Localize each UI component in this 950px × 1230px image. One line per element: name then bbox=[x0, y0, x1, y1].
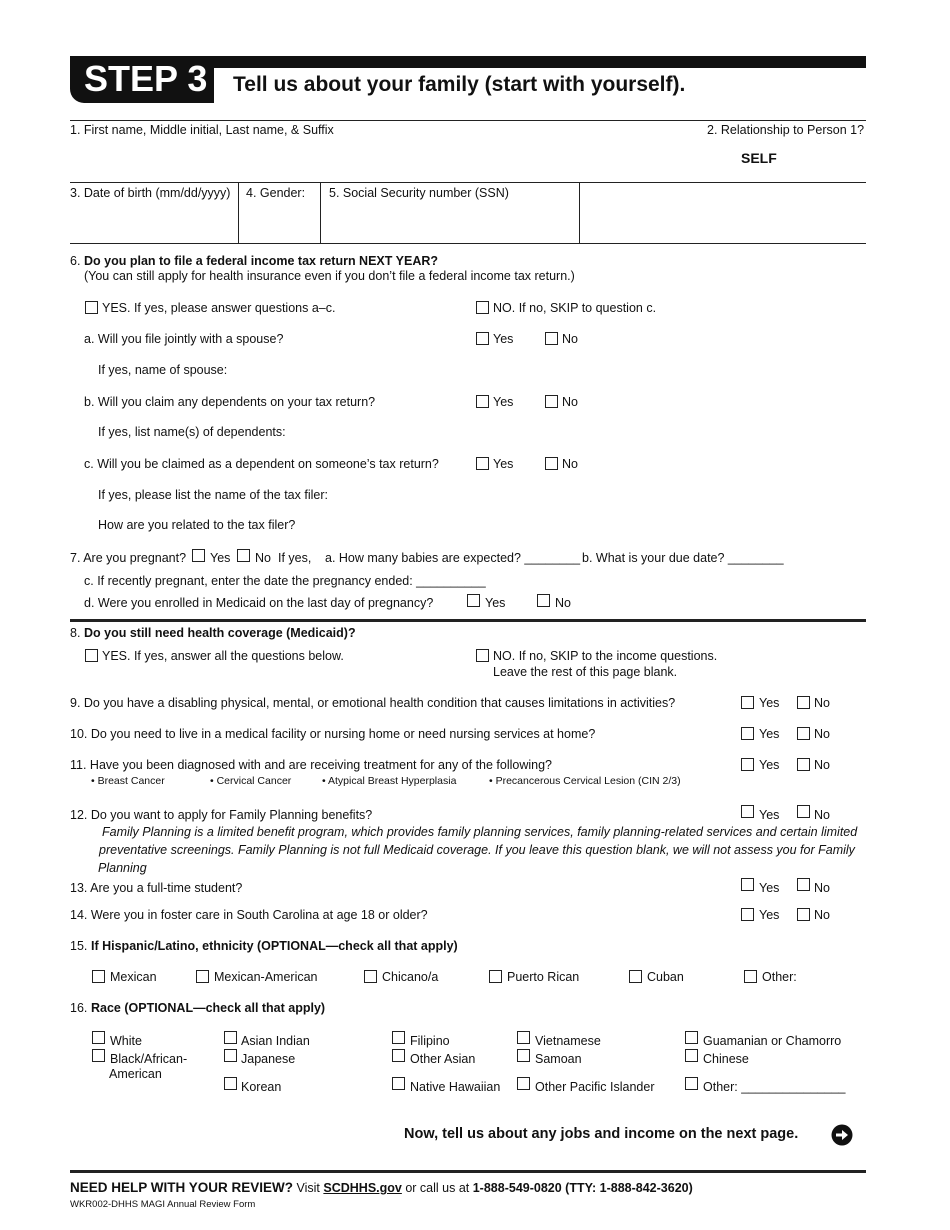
divider bbox=[579, 182, 580, 243]
q12-yes-checkbox[interactable] bbox=[741, 805, 754, 818]
q9-no-checkbox[interactable] bbox=[797, 696, 810, 709]
no-label: No bbox=[814, 758, 830, 772]
q15-mexican-checkbox[interactable] bbox=[92, 970, 105, 983]
relationship-value: SELF bbox=[741, 150, 777, 166]
q16-option: Vietnamese bbox=[535, 1034, 601, 1048]
divider bbox=[70, 182, 866, 183]
page-title: Tell us about your family (start with yourself). bbox=[233, 73, 686, 96]
next-page-notice: Now, tell us about any jobs and income on the next page. bbox=[404, 1126, 799, 1142]
q12-note-line3: Planning bbox=[98, 861, 147, 875]
no-label: No bbox=[814, 808, 830, 822]
q16-option: Other Pacific Islander bbox=[535, 1080, 655, 1094]
q6c-relation-label: How are you related to the tax filer? bbox=[98, 518, 296, 532]
q16-option: Japanese bbox=[241, 1052, 296, 1066]
no-label: No bbox=[562, 457, 578, 471]
q14-text: 14. Were you in foster care in South Carolina at age 18 or older? bbox=[70, 908, 428, 922]
ssn-label: 5. Social Security number (SSN) bbox=[329, 186, 509, 200]
q6-yes-checkbox[interactable] bbox=[85, 301, 98, 314]
q8-yes-checkbox[interactable] bbox=[85, 649, 98, 662]
no-label: No bbox=[555, 596, 571, 610]
q15-option: Puerto Rican bbox=[507, 970, 580, 984]
section-divider bbox=[70, 619, 866, 622]
q16-option: Other: _______________ bbox=[703, 1080, 846, 1094]
q6b-yes-checkbox[interactable] bbox=[476, 395, 489, 408]
yes-label: Yes bbox=[485, 596, 506, 610]
q7c-text: c. If recently pregnant, enter the date the pregnancy ended: __________ bbox=[84, 574, 486, 588]
q16-white-checkbox[interactable] bbox=[92, 1031, 105, 1044]
no-label: No bbox=[814, 908, 830, 922]
q15-number: 15. bbox=[70, 939, 88, 953]
q11-item: • Breast Cancer bbox=[91, 775, 165, 787]
q6c-yes-checkbox[interactable] bbox=[476, 457, 489, 470]
q6-title: Do you plan to file a federal income tax return NEXT YEAR? bbox=[84, 254, 439, 268]
q10-no-checkbox[interactable] bbox=[797, 727, 810, 740]
footer-help bbox=[70, 1180, 693, 1195]
q12-text: 12. Do you want to apply for Family Planning benefits? bbox=[70, 808, 373, 822]
q15-title: If Hispanic/Latino, ethnicity (OPTIONAL—check all that apply) bbox=[91, 939, 458, 953]
gender-label: 4. Gender: bbox=[246, 186, 306, 200]
q16-chinese-checkbox[interactable] bbox=[685, 1049, 698, 1062]
q16-samoan-checkbox[interactable] bbox=[517, 1049, 530, 1062]
q8-number: 8. bbox=[70, 626, 81, 640]
q16-option: Black/African- bbox=[110, 1052, 188, 1066]
q16-japanese-checkbox[interactable] bbox=[224, 1049, 237, 1062]
no-label: No bbox=[814, 727, 830, 741]
q15-option: Other: bbox=[762, 970, 797, 984]
q8-yes-label: YES. If yes, answer all the questions below. bbox=[102, 649, 344, 663]
q7-text: 7. Are you pregnant? bbox=[70, 551, 187, 565]
q15-option: Chicano/a bbox=[382, 970, 439, 984]
q16-option: Other Asian bbox=[410, 1052, 476, 1066]
q16-option: Korean bbox=[241, 1080, 282, 1094]
q13-no-checkbox[interactable] bbox=[797, 878, 810, 891]
q16-option: Asian Indian bbox=[241, 1034, 310, 1048]
q11-item: • Atypical Breast Hyperplasia bbox=[322, 775, 457, 787]
q6a-yes-checkbox[interactable] bbox=[476, 332, 489, 345]
divider bbox=[320, 182, 321, 243]
q16-option: White bbox=[110, 1034, 142, 1048]
yes-label: Yes bbox=[493, 457, 514, 471]
q7d-no-checkbox[interactable] bbox=[537, 594, 550, 607]
relationship-label: 2. Relationship to Person 1? bbox=[707, 123, 865, 137]
q6a-text: a. Will you file jointly with a spouse? bbox=[84, 332, 284, 346]
no-label: No bbox=[255, 551, 271, 565]
form-id: WKR002-DHHS MAGI Annual Review Form bbox=[70, 1199, 256, 1210]
q11-yes-checkbox[interactable] bbox=[741, 758, 754, 771]
yes-label: Yes bbox=[493, 332, 514, 346]
q7-yes-checkbox[interactable] bbox=[192, 549, 205, 562]
q6c-text: c. Will you be claimed as a dependent on someone’s tax return? bbox=[84, 457, 439, 471]
q16-vietnamese-checkbox[interactable] bbox=[517, 1031, 530, 1044]
yes-label: Yes bbox=[759, 908, 780, 922]
q6c-taxfiler-label: If yes, please list the name of the tax filer: bbox=[98, 488, 328, 502]
q7d-text: d. Were you enrolled in Medicaid on the last day of pregnancy? bbox=[84, 596, 434, 610]
yes-label: Yes bbox=[759, 808, 780, 822]
q7b-text: b. What is your due date? ________ bbox=[582, 551, 784, 565]
q16-other-asian-checkbox[interactable] bbox=[392, 1049, 405, 1062]
q15-mexican-american-checkbox[interactable] bbox=[196, 970, 209, 983]
q8-no-checkbox[interactable] bbox=[476, 649, 489, 662]
step-label: STEP 3 bbox=[84, 58, 208, 99]
no-label: No bbox=[562, 395, 578, 409]
q14-yes-checkbox[interactable] bbox=[741, 908, 754, 921]
q7-no-checkbox[interactable] bbox=[237, 549, 250, 562]
q11-no-checkbox[interactable] bbox=[797, 758, 810, 771]
divider bbox=[70, 120, 866, 121]
yes-label: Yes bbox=[759, 881, 780, 895]
q10-text: 10. Do you need to live in a medical facility or nursing home or need nursing services at home? bbox=[70, 727, 596, 741]
q7d-yes-checkbox[interactable] bbox=[467, 594, 480, 607]
q16-title: Race (OPTIONAL—check all that apply) bbox=[91, 1001, 326, 1015]
footer-divider bbox=[70, 1170, 866, 1173]
q8-title: Do you still need health coverage (Medicaid)? bbox=[84, 626, 356, 640]
yes-label: Yes bbox=[493, 395, 514, 409]
visit-text: Visit bbox=[293, 1181, 324, 1195]
q8-no-label-2: Leave the rest of this page blank. bbox=[493, 665, 678, 679]
q10-yes-checkbox[interactable] bbox=[741, 727, 754, 740]
phone-number: 1-888-549-0820 (TTY: 1-888-842-3620) bbox=[472, 1181, 693, 1195]
call-text: or call us at bbox=[401, 1181, 473, 1195]
q14-no-checkbox[interactable] bbox=[797, 908, 810, 921]
q7-ifyes-label: If yes, bbox=[278, 551, 312, 565]
q16-other-checkbox[interactable] bbox=[685, 1077, 698, 1090]
q8-no-label: NO. If no, SKIP to the income questions. bbox=[493, 649, 718, 663]
q6b-text: b. Will you claim any dependents on your tax return? bbox=[84, 395, 376, 409]
yes-label: Yes bbox=[759, 758, 780, 772]
q16-option: Chinese bbox=[703, 1052, 749, 1066]
yes-label: Yes bbox=[759, 696, 780, 710]
q15-chicano-checkbox[interactable] bbox=[364, 970, 377, 983]
q11-text: 11. Have you been diagnosed with and are receiving treatment for any of the following? bbox=[70, 758, 553, 772]
q16-option: Samoan bbox=[535, 1052, 582, 1066]
q6-yes-label: YES. If yes, please answer questions a–c. bbox=[102, 301, 336, 315]
q16-option: Native Hawaiian bbox=[410, 1080, 501, 1094]
q16-korean-checkbox[interactable] bbox=[224, 1077, 237, 1090]
divider bbox=[238, 182, 239, 243]
q12-no-checkbox[interactable] bbox=[797, 805, 810, 818]
q6-subtitle: (You can still apply for health insurance even if you don’t file a federal income tax return.) bbox=[84, 269, 575, 283]
arrow-right-icon bbox=[831, 1124, 853, 1146]
q9-yes-checkbox[interactable] bbox=[741, 696, 754, 709]
q15-option: Mexican bbox=[110, 970, 157, 984]
yes-label: Yes bbox=[759, 727, 780, 741]
q13-text: 13. Are you a full-time student? bbox=[70, 881, 243, 895]
q12-note-line2: preventative screenings. Family Planning is not full Medicaid coverage. If you leave this question blank, we will not assess you for Family bbox=[99, 843, 855, 857]
q16-native-hawaiian-checkbox[interactable] bbox=[392, 1077, 405, 1090]
yes-label: Yes bbox=[210, 551, 231, 565]
q15-puerto-rican-checkbox[interactable] bbox=[489, 970, 502, 983]
no-label: No bbox=[814, 881, 830, 895]
q6c-no-checkbox[interactable] bbox=[545, 457, 558, 470]
q6-no-label: NO. If no, SKIP to question c. bbox=[493, 301, 657, 315]
q15-option: Mexican-American bbox=[214, 970, 318, 984]
q16-black-checkbox[interactable] bbox=[92, 1049, 105, 1062]
q16-option: American bbox=[109, 1067, 162, 1081]
q13-yes-checkbox[interactable] bbox=[741, 878, 754, 891]
q6a-spouse-label: If yes, name of spouse: bbox=[98, 363, 228, 377]
q9-text: 9. Do you have a disabling physical, mental, or emotional health condition that causes limitations in activities? bbox=[70, 696, 676, 710]
website-link[interactable]: SCDHHS.gov bbox=[323, 1181, 402, 1195]
q6a-no-checkbox[interactable] bbox=[545, 332, 558, 345]
divider bbox=[70, 243, 866, 244]
q16-filipino-checkbox[interactable] bbox=[392, 1031, 405, 1044]
dob-label: 3. Date of birth (mm/dd/yyyy) bbox=[70, 186, 231, 200]
q16-guamanian-checkbox[interactable] bbox=[685, 1031, 698, 1044]
q15-cuban-checkbox[interactable] bbox=[629, 970, 642, 983]
no-label: No bbox=[814, 696, 830, 710]
q16-asian-indian-checkbox[interactable] bbox=[224, 1031, 237, 1044]
help-heading: NEED HELP WITH YOUR REVIEW? bbox=[70, 1180, 294, 1195]
q15-option: Cuban bbox=[647, 970, 684, 984]
q12-note-line1: Family Planning is a limited benefit program, which provides family planning services, family planning-related services and certain limited bbox=[102, 825, 858, 839]
no-label: No bbox=[562, 332, 578, 346]
q16-other-pi-checkbox[interactable] bbox=[517, 1077, 530, 1090]
q7a-text: a. How many babies are expected? ________ bbox=[325, 551, 581, 565]
q16-number: 16. bbox=[70, 1001, 88, 1015]
q11-item: • Cervical Cancer bbox=[210, 775, 292, 787]
q15-other-checkbox[interactable] bbox=[744, 970, 757, 983]
q16-option: Filipino bbox=[410, 1034, 450, 1048]
q11-item: • Precancerous Cervical Lesion (CIN 2/3) bbox=[489, 775, 681, 787]
q16-option: Guamanian or Chamorro bbox=[703, 1034, 842, 1048]
q6b-dependents-label: If yes, list name(s) of dependents: bbox=[98, 425, 286, 439]
q6-number: 6. bbox=[70, 254, 81, 268]
q6b-no-checkbox[interactable] bbox=[545, 395, 558, 408]
name-label: 1. First name, Middle initial, Last name, & Suffix bbox=[70, 123, 334, 137]
q6-no-checkbox[interactable] bbox=[476, 301, 489, 314]
